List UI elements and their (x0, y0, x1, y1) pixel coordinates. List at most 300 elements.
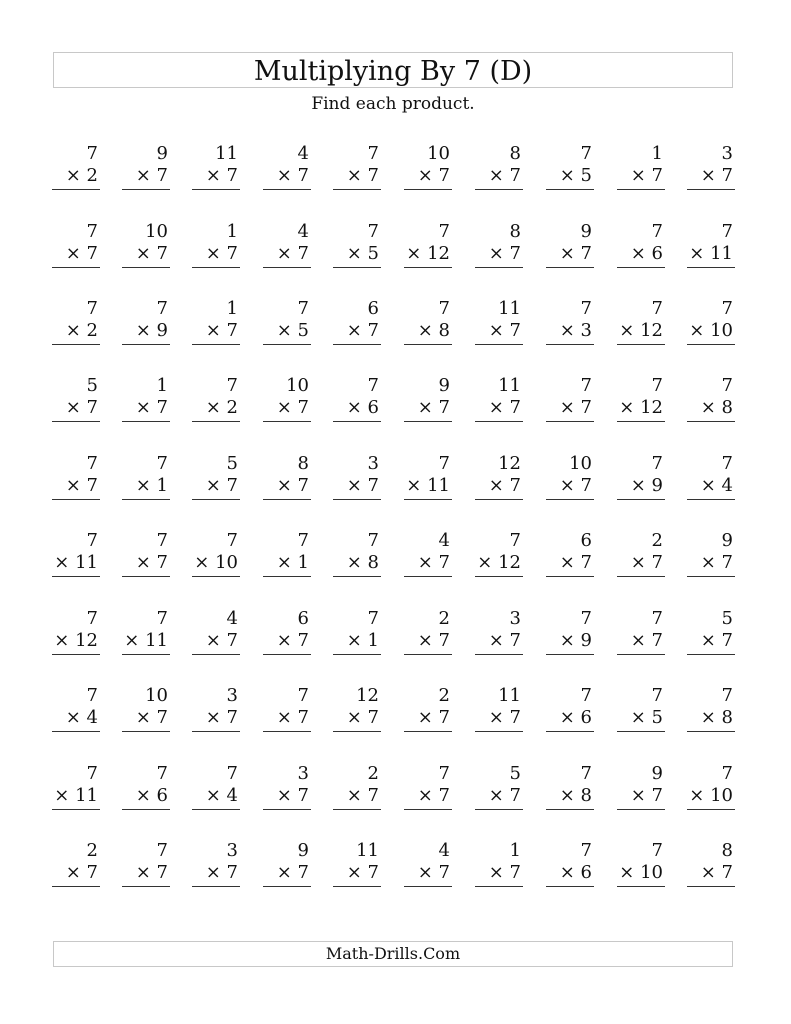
multiplier: × 4 (687, 475, 735, 500)
multiplier: × 7 (404, 165, 452, 190)
multiplier: × 7 (404, 630, 452, 655)
problem-3-6 (404, 298, 452, 345)
multiplier: × 7 (122, 243, 170, 268)
multiplier: × 11 (122, 630, 170, 655)
multiplicand: 7 (580, 685, 592, 706)
problem-4-4 (263, 375, 311, 422)
problem-6-5 (333, 530, 381, 577)
multiplier: × 7 (333, 165, 381, 190)
problem-1-8 (546, 143, 594, 190)
multiplicand: 7 (438, 453, 450, 474)
multiplier: × 12 (52, 630, 100, 655)
problem-9-1 (52, 763, 100, 810)
problem-8-10 (687, 685, 735, 732)
multiplier: × 7 (546, 397, 594, 422)
multiplicand: 7 (367, 608, 379, 629)
multiplier: × 7 (546, 475, 594, 500)
problem-2-8 (546, 221, 594, 268)
problem-4-9 (617, 375, 665, 422)
problem-4-3 (192, 375, 240, 422)
multiplicand: 7 (86, 298, 98, 319)
multiplicand: 4 (297, 221, 309, 242)
problem-6-9 (617, 530, 665, 577)
multiplier: × 7 (263, 475, 311, 500)
multiplicand: 11 (498, 375, 521, 396)
problem-2-9 (617, 221, 665, 268)
multiplier: × 7 (263, 397, 311, 422)
multiplier: × 8 (546, 785, 594, 810)
multiplicand: 7 (226, 375, 238, 396)
multiplicand: 6 (297, 608, 309, 629)
multiplicand: 10 (427, 143, 450, 164)
multiplier: × 10 (687, 785, 735, 810)
multiplicand: 7 (156, 530, 168, 551)
multiplier: × 5 (617, 707, 665, 732)
multiplicand: 7 (297, 530, 309, 551)
multiplicand: 7 (651, 453, 663, 474)
multiplicand: 7 (580, 143, 592, 164)
problem-5-10 (687, 453, 735, 500)
problem-3-8 (546, 298, 594, 345)
page-title: Multiplying By 7 (D) (253, 55, 533, 87)
multiplier: × 2 (52, 320, 100, 345)
multiplier: × 7 (475, 397, 523, 422)
multiplier: × 7 (192, 165, 240, 190)
multiplicand: 7 (226, 763, 238, 784)
problem-9-3 (192, 763, 240, 810)
problem-1-3 (192, 143, 240, 190)
problem-10-6 (404, 840, 452, 887)
problem-4-1 (52, 375, 100, 422)
multiplicand: 5 (721, 608, 733, 629)
multiplicand: 3 (226, 840, 238, 861)
multiplicand: 7 (86, 221, 98, 242)
multiplicand: 2 (86, 840, 98, 861)
multiplicand: 2 (367, 763, 379, 784)
multiplicand: 7 (580, 763, 592, 784)
multiplier: × 7 (122, 862, 170, 887)
problem-2-7 (475, 221, 523, 268)
multiplicand: 7 (509, 530, 521, 551)
problem-6-7 (475, 530, 523, 577)
multiplicand: 10 (286, 375, 309, 396)
multiplicand: 7 (651, 298, 663, 319)
multiplier: × 7 (404, 785, 452, 810)
multiplier: × 7 (122, 165, 170, 190)
multiplier: × 7 (546, 243, 594, 268)
multiplier: × 12 (617, 397, 665, 422)
multiplier: × 6 (546, 862, 594, 887)
multiplier: × 7 (404, 707, 452, 732)
multiplier: × 7 (475, 243, 523, 268)
multiplier: × 7 (333, 475, 381, 500)
problem-4-8 (546, 375, 594, 422)
multiplicand: 9 (156, 143, 168, 164)
multiplicand: 8 (509, 143, 521, 164)
multiplicand: 7 (651, 608, 663, 629)
multiplicand: 11 (498, 685, 521, 706)
multiplier: × 7 (475, 630, 523, 655)
multiplicand: 7 (86, 608, 98, 629)
problem-9-6 (404, 763, 452, 810)
problem-7-3 (192, 608, 240, 655)
multiplicand: 4 (226, 608, 238, 629)
problem-6-1 (52, 530, 100, 577)
multiplicand: 7 (156, 298, 168, 319)
multiplier: × 2 (192, 397, 240, 422)
multiplier: × 7 (404, 397, 452, 422)
problem-5-7 (475, 453, 523, 500)
problem-9-7 (475, 763, 523, 810)
multiplicand: 3 (226, 685, 238, 706)
multiplier: × 8 (404, 320, 452, 345)
problem-10-10 (687, 840, 735, 887)
multiplicand: 7 (580, 375, 592, 396)
multiplier: × 11 (404, 475, 452, 500)
problem-4-10 (687, 375, 735, 422)
problem-7-1 (52, 608, 100, 655)
problem-5-5 (333, 453, 381, 500)
multiplier: × 7 (475, 320, 523, 345)
multiplier: × 9 (122, 320, 170, 345)
problem-5-4 (263, 453, 311, 500)
multiplier: × 7 (263, 243, 311, 268)
multiplier: × 10 (617, 862, 665, 887)
multiplier: × 7 (404, 862, 452, 887)
problem-6-2 (122, 530, 170, 577)
multiplier: × 6 (546, 707, 594, 732)
multiplicand: 9 (721, 530, 733, 551)
multiplier: × 7 (263, 630, 311, 655)
multiplicand: 9 (297, 840, 309, 861)
multiplier: × 1 (333, 630, 381, 655)
multiplier: × 10 (687, 320, 735, 345)
footer-box (53, 941, 733, 967)
problem-3-9 (617, 298, 665, 345)
multiplier: × 7 (475, 862, 523, 887)
multiplier: × 5 (263, 320, 311, 345)
multiplicand: 12 (498, 453, 521, 474)
problem-3-4 (263, 298, 311, 345)
multiplier: × 7 (333, 320, 381, 345)
multiplier: × 7 (475, 707, 523, 732)
multiplicand: 5 (226, 453, 238, 474)
problem-10-8 (546, 840, 594, 887)
problem-10-3 (192, 840, 240, 887)
multiplicand: 7 (651, 375, 663, 396)
multiplier: × 4 (192, 785, 240, 810)
multiplier: × 8 (333, 552, 381, 577)
problem-2-2 (122, 221, 170, 268)
multiplicand: 7 (156, 763, 168, 784)
multiplicand: 11 (498, 298, 521, 319)
multiplicand: 3 (297, 763, 309, 784)
multiplicand: 7 (86, 143, 98, 164)
multiplicand: 9 (651, 763, 663, 784)
problem-8-7 (475, 685, 523, 732)
multiplier: × 4 (52, 707, 100, 732)
problem-5-9 (617, 453, 665, 500)
multiplier: × 6 (333, 397, 381, 422)
multiplicand: 10 (145, 685, 168, 706)
problem-2-6 (404, 221, 452, 268)
multiplicand: 4 (438, 840, 450, 861)
multiplicand: 7 (438, 763, 450, 784)
multiplicand: 1 (226, 221, 238, 242)
multiplicand: 7 (86, 685, 98, 706)
problem-6-10 (687, 530, 735, 577)
multiplicand: 7 (156, 453, 168, 474)
multiplicand: 11 (356, 840, 379, 861)
problem-6-8 (546, 530, 594, 577)
problem-5-3 (192, 453, 240, 500)
multiplier: × 7 (192, 475, 240, 500)
multiplier: × 7 (333, 707, 381, 732)
problem-7-10 (687, 608, 735, 655)
multiplicand: 3 (509, 608, 521, 629)
multiplier: × 7 (192, 707, 240, 732)
multiplier: × 7 (192, 862, 240, 887)
multiplicand: 7 (721, 763, 733, 784)
multiplier: × 11 (52, 552, 100, 577)
multiplier: × 7 (617, 552, 665, 577)
multiplicand: 7 (156, 840, 168, 861)
multiplier: × 7 (617, 165, 665, 190)
problem-4-6 (404, 375, 452, 422)
problem-5-1 (52, 453, 100, 500)
multiplicand: 7 (367, 375, 379, 396)
multiplier: × 7 (475, 785, 523, 810)
multiplicand: 10 (569, 453, 592, 474)
multiplicand: 3 (367, 453, 379, 474)
multiplicand: 3 (721, 143, 733, 164)
multiplier: × 7 (475, 165, 523, 190)
problem-1-6 (404, 143, 452, 190)
multiplier: × 1 (122, 475, 170, 500)
multiplicand: 2 (651, 530, 663, 551)
multiplicand: 7 (156, 608, 168, 629)
problem-8-2 (122, 685, 170, 732)
problem-3-5 (333, 298, 381, 345)
multiplier: × 7 (404, 552, 452, 577)
multiplier: × 7 (52, 397, 100, 422)
multiplicand: 7 (367, 221, 379, 242)
problem-7-5 (333, 608, 381, 655)
multiplicand: 4 (297, 143, 309, 164)
multiplier: × 7 (122, 707, 170, 732)
problem-1-10 (687, 143, 735, 190)
problem-1-5 (333, 143, 381, 190)
multiplier: × 6 (122, 785, 170, 810)
footer-text: Math-Drills.Com (325, 944, 461, 963)
multiplicand: 1 (651, 143, 663, 164)
multiplicand: 7 (580, 298, 592, 319)
multiplier: × 7 (263, 862, 311, 887)
problem-1-7 (475, 143, 523, 190)
multiplier: × 11 (687, 243, 735, 268)
multiplicand: 7 (651, 221, 663, 242)
problem-2-4 (263, 221, 311, 268)
multiplicand: 7 (86, 763, 98, 784)
problem-4-5 (333, 375, 381, 422)
problem-4-2 (122, 375, 170, 422)
problem-9-10 (687, 763, 735, 810)
multiplier: × 8 (687, 707, 735, 732)
multiplicand: 7 (721, 221, 733, 242)
problem-9-4 (263, 763, 311, 810)
multiplier: × 5 (546, 165, 594, 190)
problem-3-3 (192, 298, 240, 345)
problem-7-9 (617, 608, 665, 655)
multiplier: × 3 (546, 320, 594, 345)
problem-9-8 (546, 763, 594, 810)
multiplicand: 1 (509, 840, 521, 861)
multiplicand: 12 (356, 685, 379, 706)
multiplicand: 6 (580, 530, 592, 551)
multiplier: × 7 (687, 165, 735, 190)
multiplier: × 11 (52, 785, 100, 810)
problem-8-5 (333, 685, 381, 732)
multiplicand: 5 (86, 375, 98, 396)
multiplier: × 7 (687, 552, 735, 577)
problem-10-4 (263, 840, 311, 887)
multiplicand: 7 (297, 685, 309, 706)
multiplicand: 7 (721, 453, 733, 474)
multiplicand: 7 (438, 221, 450, 242)
multiplicand: 8 (721, 840, 733, 861)
multiplier: × 7 (333, 785, 381, 810)
problem-10-2 (122, 840, 170, 887)
multiplicand: 7 (721, 375, 733, 396)
multiplicand: 10 (145, 221, 168, 242)
problem-10-1 (52, 840, 100, 887)
problem-3-7 (475, 298, 523, 345)
multiplier: × 2 (52, 165, 100, 190)
problem-8-3 (192, 685, 240, 732)
multiplier: × 12 (404, 243, 452, 268)
multiplicand: 2 (438, 608, 450, 629)
multiplier: × 7 (687, 630, 735, 655)
problem-6-6 (404, 530, 452, 577)
multiplicand: 8 (509, 221, 521, 242)
problem-7-6 (404, 608, 452, 655)
problem-1-9 (617, 143, 665, 190)
problem-7-7 (475, 608, 523, 655)
multiplicand: 7 (226, 530, 238, 551)
multiplicand: 7 (651, 840, 663, 861)
problem-2-5 (333, 221, 381, 268)
multiplier: × 7 (52, 862, 100, 887)
multiplier: × 7 (333, 862, 381, 887)
multiplier: × 7 (192, 630, 240, 655)
multiplicand: 2 (438, 685, 450, 706)
problem-5-6 (404, 453, 452, 500)
multiplicand: 7 (580, 608, 592, 629)
problem-1-1 (52, 143, 100, 190)
multiplicand: 7 (86, 530, 98, 551)
problem-8-8 (546, 685, 594, 732)
problem-10-7 (475, 840, 523, 887)
multiplier: × 7 (263, 165, 311, 190)
problem-8-6 (404, 685, 452, 732)
multiplier: × 7 (263, 785, 311, 810)
multiplier: × 10 (192, 552, 240, 577)
multiplicand: 7 (721, 298, 733, 319)
problem-8-9 (617, 685, 665, 732)
problem-10-9 (617, 840, 665, 887)
multiplicand: 11 (215, 143, 238, 164)
multiplicand: 1 (156, 375, 168, 396)
problem-10-5 (333, 840, 381, 887)
multiplicand: 7 (367, 143, 379, 164)
multiplier: × 12 (475, 552, 523, 577)
multiplier: × 8 (687, 397, 735, 422)
multiplier: × 7 (687, 862, 735, 887)
problem-2-10 (687, 221, 735, 268)
problem-2-1 (52, 221, 100, 268)
multiplicand: 1 (226, 298, 238, 319)
problem-9-5 (333, 763, 381, 810)
multiplier: × 7 (52, 475, 100, 500)
multiplier: × 7 (617, 630, 665, 655)
multiplier: × 7 (263, 707, 311, 732)
multiplier: × 9 (617, 475, 665, 500)
problem-6-3 (192, 530, 240, 577)
problem-2-3 (192, 221, 240, 268)
multiplicand: 4 (438, 530, 450, 551)
multiplier: × 7 (475, 475, 523, 500)
problem-5-2 (122, 453, 170, 500)
multiplicand: 7 (86, 453, 98, 474)
problem-7-4 (263, 608, 311, 655)
multiplicand: 7 (297, 298, 309, 319)
multiplicand: 5 (509, 763, 521, 784)
problem-4-7 (475, 375, 523, 422)
multiplier: × 1 (263, 552, 311, 577)
multiplicand: 7 (367, 530, 379, 551)
problem-8-1 (52, 685, 100, 732)
multiplicand: 7 (651, 685, 663, 706)
multiplicand: 6 (367, 298, 379, 319)
multiplier: × 7 (192, 320, 240, 345)
multiplicand: 7 (580, 840, 592, 861)
problem-7-2 (122, 608, 170, 655)
problem-3-1 (52, 298, 100, 345)
problem-3-2 (122, 298, 170, 345)
multiplicand: 7 (721, 685, 733, 706)
multiplier: × 5 (333, 243, 381, 268)
problem-7-8 (546, 608, 594, 655)
problem-3-10 (687, 298, 735, 345)
problem-8-4 (263, 685, 311, 732)
multiplier: × 7 (122, 397, 170, 422)
multiplier: × 7 (546, 552, 594, 577)
problem-1-2 (122, 143, 170, 190)
problem-9-2 (122, 763, 170, 810)
problem-6-4 (263, 530, 311, 577)
multiplicand: 9 (438, 375, 450, 396)
problem-1-4 (263, 143, 311, 190)
multiplicand: 8 (297, 453, 309, 474)
multiplicand: 9 (580, 221, 592, 242)
problem-5-8 (546, 453, 594, 500)
multiplier: × 12 (617, 320, 665, 345)
multiplier: × 7 (617, 785, 665, 810)
multiplier: × 7 (52, 243, 100, 268)
instructions: Find each product. (311, 94, 475, 114)
multiplicand: 7 (438, 298, 450, 319)
multiplier: × 6 (617, 243, 665, 268)
